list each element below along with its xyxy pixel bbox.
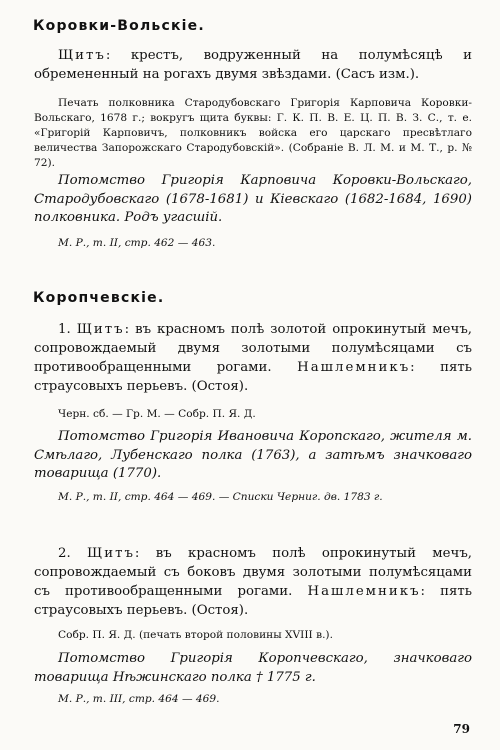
- arm1-shield-label: Щитъ: [76, 322, 125, 337]
- page-number: 79: [453, 722, 470, 736]
- arm2-helmet-text: : пять страусовыхъ перьевъ. (Остоя).: [34, 584, 472, 618]
- lineage-text: Потомство Григорiя Карповича Коровки-Вольскаго, Стародубовскаго (1678-1681) и Кiевскаго (1682-1684, 1690) полковника. Родъ угасшiй.: [34, 173, 472, 225]
- arm1-helmet-label: Нашлемникъ: [297, 360, 411, 375]
- shield-label: Щитъ: [58, 48, 106, 63]
- arm2-number: 2.: [58, 546, 71, 561]
- shield-text: : крестъ, водруженный на полумѣсяцѣ и обремененный на рогахъ двумя звѣздами. (Сасъ изм.).: [34, 48, 472, 82]
- arm2-lineage: Потомство Григорiя Коропчевскаго, значковаго товарища Нѣжинскаго полка † 1775 г.: [34, 651, 472, 685]
- arm1-source: Черн. сб. — Гр. М. — Собр. П. Я. Д.: [58, 408, 256, 420]
- arm2-source: Собр. П. Я. Д. (печать второй половины XVIII в.).: [58, 629, 333, 641]
- arm1-reference: М. Р., т. II, стр. 464 — 469. — Списки Черниг. дв. 1783 г.: [58, 491, 383, 503]
- shield-description: [34, 46, 472, 84]
- arm2-helmet-label: Нашлемникъ: [307, 584, 421, 599]
- arm1-lineage: Потомство Григорiя Ивановича Коропскаго, жителя м. Смѣлаго, Лубенскаго полка (1763), а затѣмъ значковаго товарища (1770).: [34, 429, 472, 481]
- seal-description: Печать полковника Стародубовскаго Григорiя Карповича Коровки-Вольскаго, 1678 г.; вокругъ щита буквы: Г. К. П. В. Е. Ц. П. В. З. С., т. е. «Григорiй Карповичъ, полковникъ войска его царскаго пресвѣтлаго величества Запорожскаго Стародубовскiй». (Собранiе В. Л. М. и М. Т., р. № 72).: [34, 97, 472, 169]
- arm1-shield-text: : въ красномъ полѣ золотой опрокинутый мечъ, сопровождаемый двумя золотыми полумѣсяцами съ противообращенными рогами.: [34, 322, 473, 375]
- arm1-helmet-text: : пять страусовыхъ перьевъ. (Остоя).: [34, 360, 472, 394]
- arm1-description: [34, 320, 472, 396]
- arm2-shield-label: Щитъ: [87, 546, 135, 561]
- reference: М. Р., т. II, стр. 462 — 463.: [58, 237, 216, 249]
- family-heading-korovki-volskie: Коровки-Вольскiе.: [33, 18, 205, 34]
- arm2-description: [34, 544, 472, 620]
- family-heading-koropchevskie: Коропчевскiе.: [33, 290, 165, 306]
- arm2-reference: М. Р., т. III, стр. 464 — 469.: [58, 693, 220, 705]
- arm2-shield-text: : въ красномъ полѣ опрокинутый мечъ, сопровождаемый съ боковъ двумя золотыми полумѣсяцами съ противообращенными рогами.: [34, 546, 472, 599]
- arm1-number: 1.: [58, 322, 71, 337]
